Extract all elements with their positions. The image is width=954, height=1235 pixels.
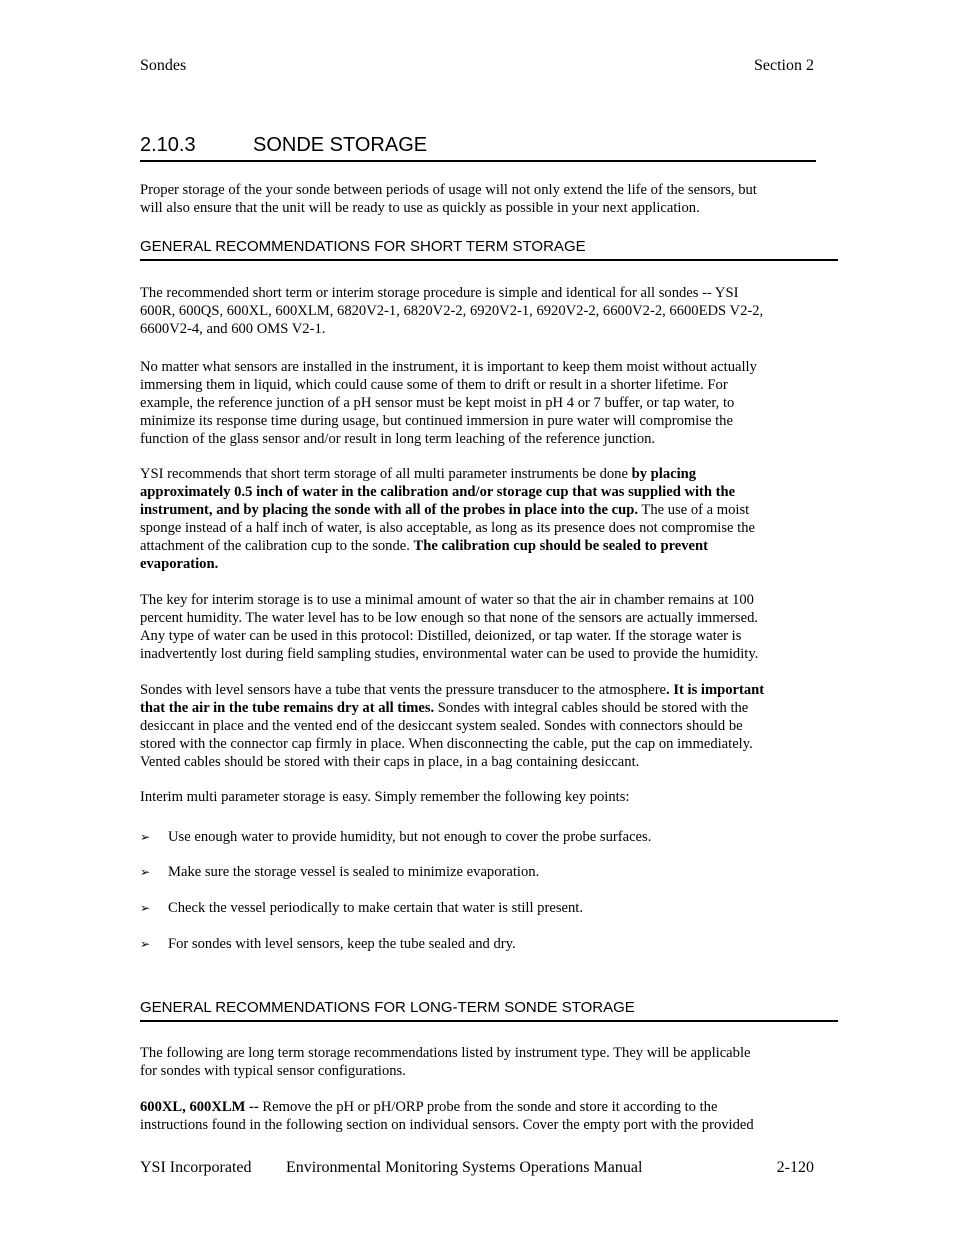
text-line: for sondes with typical sensor configurations. (140, 1063, 406, 1079)
text-run: Sondes with integral cables should be stored with the (434, 700, 749, 716)
bold-run: evaporation. (140, 556, 219, 572)
section-number: 2.10.3 (140, 134, 196, 156)
bold-run: . It is important (666, 682, 765, 698)
bold-run: that the air in the tube remains dry at all times. (140, 700, 435, 716)
running-header-left: Sondes (140, 57, 187, 74)
list-item-text: Make sure the storage vessel is sealed to minimize evaporation. (168, 864, 540, 880)
text-line: stored with the connector cap firmly in place. When disconnecting the cable, put the cap on immediately. (140, 736, 753, 752)
text-line: Proper storage of the your sonde between periods of usage will not only extend the life of the sensors, but (140, 182, 757, 198)
text-line (140, 501, 816, 519)
text-line (140, 681, 816, 699)
short-term-paragraph-2 (140, 358, 816, 448)
text-line: will also ensure that the unit will be ready to use as quickly as possible in your next application. (140, 200, 700, 216)
section-rule (140, 160, 816, 162)
short-term-paragraph-6 (140, 788, 816, 806)
bold-run: instrument, and by placing the sonde with all of the probes in place into the cup. (140, 502, 639, 518)
text-line: Vented cables should be stored with their caps in place, in a bag containing desiccant. (140, 754, 640, 770)
running-header-right: Section 2 (754, 57, 814, 74)
text-line (140, 699, 816, 717)
bold-run: by placing (631, 466, 697, 482)
arrowhead-bullet-icon: ➢ (140, 865, 151, 879)
list-item-text: For sondes with level sensors, keep the tube sealed and dry. (168, 936, 516, 952)
text-line: function of the glass sensor and/or result in long term leaching of the reference junction. (140, 431, 656, 447)
long-term-paragraph-2 (140, 1098, 816, 1134)
list-item (140, 935, 516, 953)
text-line: minimize its response time during usage, but continued immersion in pure water will compromise the (140, 413, 733, 429)
list-item (140, 863, 539, 881)
short-term-rule (140, 259, 838, 261)
text-line: sponge instead of a half inch of water, is also acceptable, as long as its presence does not compromise the (140, 520, 755, 536)
text-line (140, 555, 816, 573)
short-term-paragraph-3 (140, 465, 816, 573)
text-line: example, the reference junction of a pH sensor must be kept moist in pH 4 or 7 buffer, or tap water, to (140, 395, 735, 411)
text-run: Sondes with level sensors have a tube that vents the pressure transducer to the atmosphere (140, 682, 667, 698)
arrowhead-bullet-icon: ➢ (140, 901, 151, 915)
short-term-heading: GENERAL RECOMMENDATIONS FOR SHORT TERM STORAGE (140, 238, 586, 255)
short-term-paragraph-4 (140, 591, 816, 663)
text-line: The following are long term storage recommendations listed by instrument type. They will be applicable (140, 1045, 751, 1061)
text-line: immersing them in liquid, which could cause some of them to drift or result in a shorter lifetime. For (140, 377, 728, 393)
text-line: No matter what sensors are installed in the instrument, it is important to keep them moist without actually (140, 359, 757, 375)
text-line: percent humidity. The water level has to be low enough so that none of the sensors are actually immersed. (140, 610, 759, 626)
text-line: inadvertently lost during field sampling studies, environmental water can be used to provide the humidity. (140, 646, 759, 662)
intro-paragraph (140, 181, 816, 217)
long-term-rule (140, 1020, 838, 1022)
short-term-paragraph-1 (140, 284, 816, 338)
text-line: Any type of water can be used in this protocol: Distilled, deionized, or tap water. If the storage water is (140, 628, 742, 644)
text-line (140, 483, 816, 501)
bold-run: approximately 0.5 inch of water in the calibration and/or storage cup that was supplied with the (140, 484, 736, 500)
text-line: desiccant in place and the vented end of the desiccant system sealed. Sondes with connectors should be (140, 718, 743, 734)
text-run: attachment of the calibration cup to the sonde. (140, 538, 414, 554)
text-run: The use of a moist (638, 502, 750, 518)
text-line (140, 537, 816, 555)
footer-page-number: 2-120 (776, 1159, 814, 1176)
text-run: Remove the pH or pH/ORP probe from the sonde and store it according to the (258, 1099, 718, 1115)
arrowhead-bullet-icon: ➢ (140, 830, 151, 844)
list-item-text: Use enough water to provide humidity, but not enough to cover the probe surfaces. (168, 829, 652, 845)
long-term-heading: GENERAL RECOMMENDATIONS FOR LONG-TERM SONDE STORAGE (140, 999, 635, 1016)
text-line: 600R, 600QS, 600XL, 600XLM, 6820V2-1, 6820V2-2, 6920V2-1, 6920V2-2, 6600V2-2, 6600EDS V2-2, (140, 303, 764, 319)
footer-manual-title: Environmental Monitoring Systems Operations Manual (286, 1159, 643, 1176)
arrowhead-bullet-icon: ➢ (140, 937, 151, 951)
list-item (140, 828, 651, 846)
footer-company: YSI Incorporated (140, 1159, 252, 1176)
long-term-paragraph-1 (140, 1044, 816, 1080)
text-run: YSI recommends that short term storage of all multi parameter instruments be done (140, 466, 632, 482)
bold-run: The calibration cup should be sealed to prevent (413, 538, 709, 554)
text-line: 6600V2-4, and 600 OMS V2-1. (140, 321, 326, 337)
list-item-text: Check the vessel periodically to make certain that water is still present. (168, 900, 583, 916)
text-line: The key for interim storage is to use a minimal amount of water so that the air in chamber remains at 100 (140, 592, 754, 608)
short-term-paragraph-5 (140, 681, 816, 771)
bold-run: 600XL, 600XLM -- (140, 1099, 259, 1115)
text-line: instructions found in the following section on individual sensors. Cover the empty port with the provided (140, 1117, 754, 1133)
text-line: Interim multi parameter storage is easy. Simply remember the following key points: (140, 789, 630, 805)
text-line (140, 1098, 816, 1116)
section-title: SONDE STORAGE (253, 134, 428, 156)
text-line: The recommended short term or interim storage procedure is simple and identical for all sondes -- YSI (140, 285, 739, 301)
list-item (140, 899, 583, 917)
text-line (140, 465, 816, 483)
